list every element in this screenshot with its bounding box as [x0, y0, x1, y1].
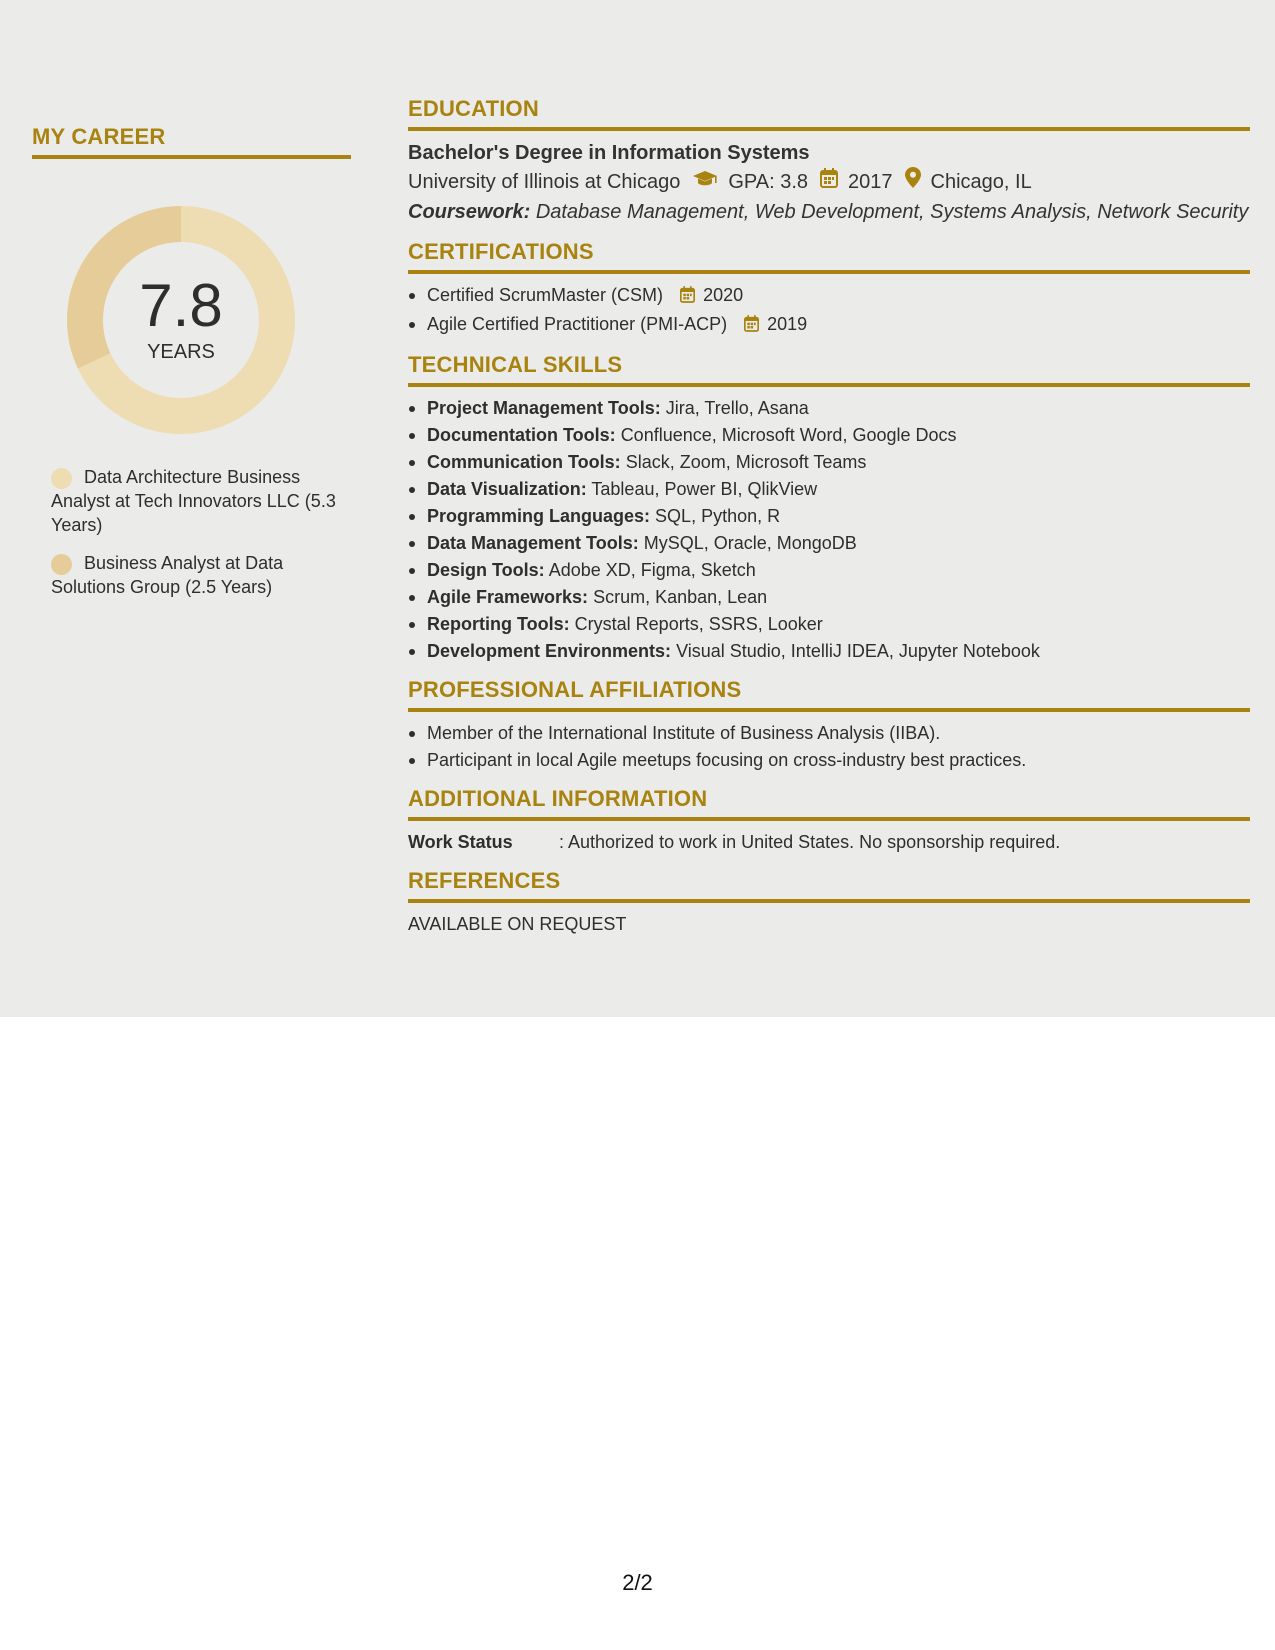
- skill-label: Agile Frameworks:: [427, 587, 589, 607]
- work-status-value: : Authorized to work in United States. No sponsorship required.: [559, 832, 1061, 852]
- list-item: [408, 584, 1250, 611]
- skill-label: Documentation Tools:: [427, 425, 616, 445]
- skill-value: Confluence, Microsoft Word, Google Docs: [620, 425, 957, 445]
- skill-label: Project Management Tools:: [427, 398, 661, 418]
- skill-label: Programming Languages:: [427, 506, 651, 526]
- education-degree: Bachelor's Degree in Information Systems: [408, 142, 810, 164]
- education-title: EDUCATION: [408, 96, 539, 121]
- certification-year: 2020: [703, 285, 744, 305]
- donut-center: [67, 206, 295, 434]
- skill-value: MySQL, Oracle, MongoDB: [643, 533, 857, 553]
- list-item: Participant in local Agile meetups focusing on cross-industry best practices.: [408, 747, 1250, 774]
- certification-name: Certified ScrumMaster (CSM): [427, 285, 664, 305]
- certifications-title: CERTIFICATIONS: [408, 239, 594, 264]
- education-year: 2017: [848, 171, 893, 193]
- coursework-list: Database Management, Web Development, Systems Analysis, Network Security: [535, 201, 1249, 223]
- main-column: [408, 96, 1250, 950]
- certification-year: 2019: [767, 314, 808, 334]
- skill-value: Adobe XD, Figma, Sketch: [548, 560, 756, 580]
- list-item: [408, 395, 1250, 422]
- affiliations-title: PROFESSIONAL AFFILIATIONS: [408, 677, 742, 702]
- work-status-label: Work Status: [408, 832, 513, 852]
- additional-info-title: ADDITIONAL INFORMATION: [408, 786, 708, 811]
- certifications-rule: [408, 270, 1250, 274]
- affiliations-rule: [408, 708, 1250, 712]
- list-item: [408, 282, 1250, 311]
- skill-value: Scrum, Kanban, Lean: [593, 587, 768, 607]
- education-details: [408, 167, 1250, 197]
- education-coursework: [408, 197, 1250, 227]
- skill-value: Visual Studio, IntelliJ IDEA, Jupyter Notebook: [676, 641, 1040, 661]
- legend-dot-icon: [51, 468, 72, 489]
- skills-rule: [408, 383, 1250, 387]
- skills-list: [408, 395, 1250, 665]
- list-item: [408, 530, 1250, 557]
- list-item: [408, 638, 1250, 665]
- page-number: 2/2: [622, 1570, 653, 1595]
- references-text: AVAILABLE ON REQUEST: [408, 914, 627, 934]
- skill-value: Slack, Zoom, Microsoft Teams: [625, 452, 867, 472]
- graduation-cap-icon: [692, 167, 718, 197]
- calendar-icon: [744, 313, 759, 340]
- career-title-rule: [32, 155, 351, 159]
- skill-label: Reporting Tools:: [427, 614, 570, 634]
- list-item: Member of the International Institute of Business Analysis (IIBA).: [408, 720, 1250, 747]
- education-school: University of Illinois at Chicago: [408, 171, 681, 193]
- certifications-list: [408, 282, 1250, 340]
- references-title: REFERENCES: [408, 868, 561, 893]
- skill-value: Crystal Reports, SSRS, Looker: [574, 614, 823, 634]
- legend-item: [51, 551, 341, 599]
- skill-label: Data Management Tools:: [427, 533, 639, 553]
- skill-label: Development Environments:: [427, 641, 672, 661]
- career-total-value: 7.8: [139, 272, 223, 339]
- skill-label: Design Tools:: [427, 560, 545, 580]
- legend-item: [51, 465, 341, 537]
- additional-info-rule: [408, 817, 1250, 821]
- education-gpa: GPA: 3.8: [728, 171, 809, 193]
- references-rule: [408, 899, 1250, 903]
- certification-name: Agile Certified Practitioner (PMI-ACP): [427, 314, 728, 334]
- affiliations-list: [408, 720, 1250, 774]
- list-item: [408, 311, 1250, 340]
- calendar-icon: [820, 167, 838, 197]
- skills-section: [408, 352, 1250, 665]
- career-title: MY CAREER: [32, 124, 166, 149]
- list-item: [408, 422, 1250, 449]
- career-donut-chart: [67, 206, 295, 434]
- legend-dot-icon: [51, 554, 72, 575]
- education-section: [408, 96, 1250, 227]
- list-item: [408, 611, 1250, 638]
- legend-label: Business Analyst at Data Solutions Group (2.5 Years): [51, 553, 284, 597]
- skill-label: Data Visualization:: [427, 479, 587, 499]
- certifications-section: [408, 239, 1250, 340]
- legend-label: Data Architecture Business Analyst at Tech Innovators LLC (5.3 Years): [51, 467, 336, 535]
- work-status-row: [408, 829, 1250, 856]
- coursework-label: Coursework:: [408, 201, 531, 223]
- skill-value: Jira, Trello, Asana: [665, 398, 809, 418]
- list-item: [408, 449, 1250, 476]
- references-section: [408, 868, 1250, 938]
- skill-value: Tableau, Power BI, QlikView: [591, 479, 818, 499]
- skill-label: Communication Tools:: [427, 452, 621, 472]
- location-pin-icon: [905, 167, 921, 197]
- additional-info-section: [408, 786, 1250, 856]
- skill-value: SQL, Python, R: [655, 506, 781, 526]
- affiliations-section: [408, 677, 1250, 774]
- career-legend: [51, 465, 341, 613]
- list-item: [408, 557, 1250, 584]
- list-item: [408, 476, 1250, 503]
- skills-title: TECHNICAL SKILLS: [408, 352, 623, 377]
- calendar-icon: [680, 284, 695, 311]
- career-total-unit: YEARS: [147, 341, 215, 363]
- education-location: Chicago, IL: [930, 171, 1032, 193]
- education-rule: [408, 127, 1250, 131]
- career-column: [32, 124, 351, 597]
- list-item: [408, 503, 1250, 530]
